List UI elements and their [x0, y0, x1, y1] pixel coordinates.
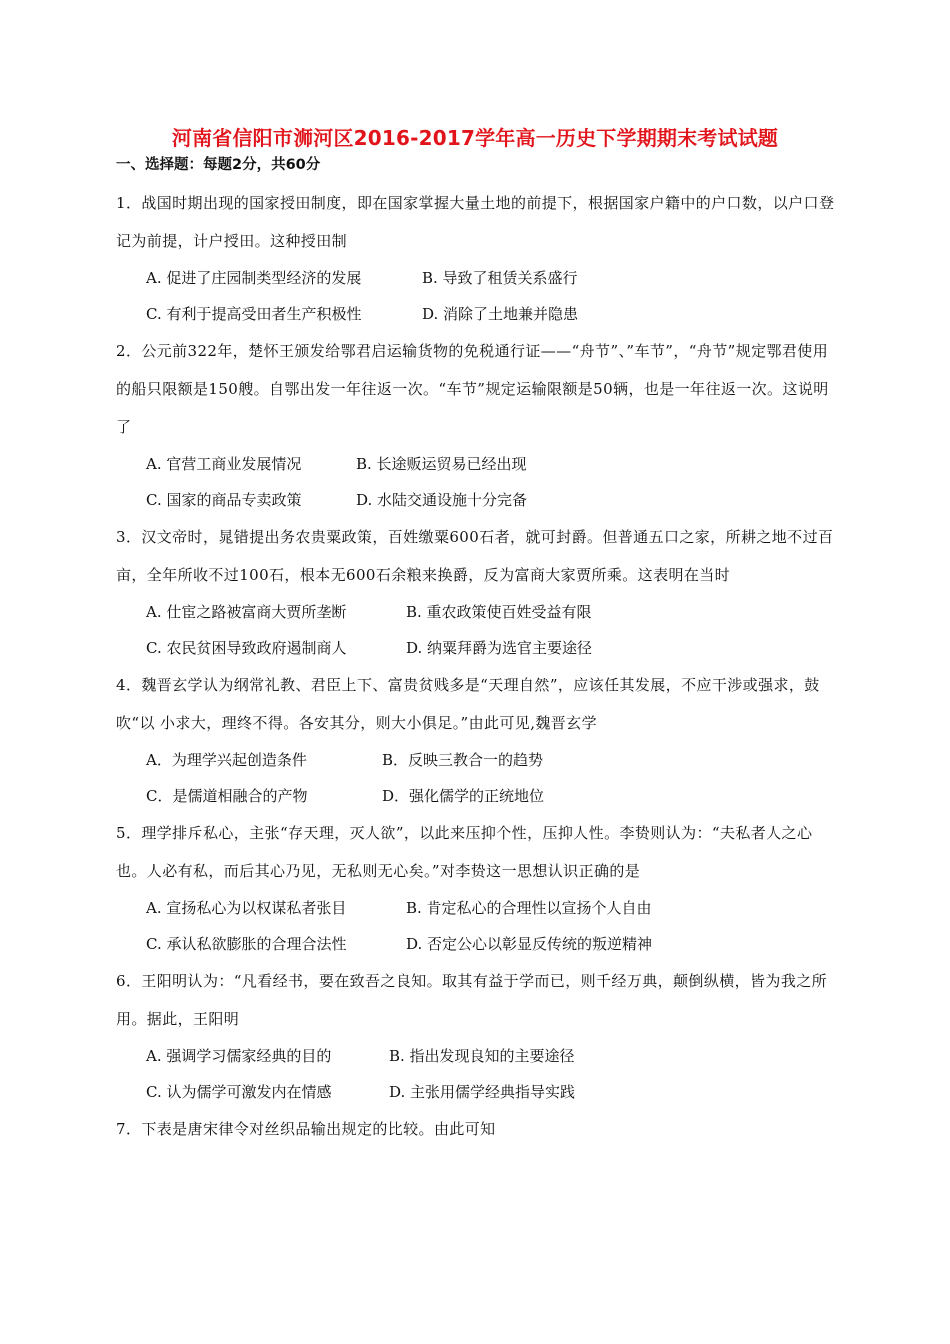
question-list [116, 184, 836, 1148]
option-row [116, 778, 836, 814]
question-stem: 5．理学排斥私心，主张“存天理，灭人欲”，以此来压抑个性，压抑人性。李贽则认为：“夫私者人之心也。人必有私，而后其心乃见，无私则无心矣。”对李贽这一思想认识正确的是 [116, 824, 813, 880]
option-row [116, 296, 836, 332]
exam-title: 河南省信阳市浉河区2016-2017学年高一历史下学期期末考试试题 [171, 126, 779, 150]
option-c: C. 承认私欲膨胀的合理合法性 [146, 935, 347, 953]
option-a: A．为理学兴起创造条件 [146, 751, 307, 769]
option-c: C. 有利于提高受田者生产积极性 [146, 305, 362, 323]
option-c: C. 农民贫困导致政府遏制商人 [146, 639, 347, 657]
option-a: A. 仕宦之路被富商大贾所垄断 [146, 603, 347, 621]
option-d: D. 否定公心以彰显反传统的叛逆精神 [406, 935, 653, 953]
option-b: B. 重农政策使百姓受益有限 [406, 603, 592, 621]
question-1 [116, 184, 836, 332]
option-row [116, 926, 836, 962]
option-a: A. 强调学习儒家经典的目的 [146, 1047, 332, 1065]
option-a: A. 宣扬私心为以权谋私者张目 [146, 899, 347, 917]
option-row [116, 594, 836, 630]
option-b: B. 长途贩运贸易已经出现 [356, 455, 527, 473]
option-d: D. 消除了土地兼并隐患 [422, 305, 579, 323]
question-stem: 4．魏晋玄学认为纲常礼教、君臣上下、富贵贫贱多是“天理自然”，应该任其发展，不应干涉或强求，鼓吹“以 小求大，理终不得。各安其分，则大小俱足。”由此可见,魏晋玄学 [116, 676, 820, 732]
section-header: 一、选择题：每题2分，共60分 [116, 157, 321, 173]
option-d: D．强化儒学的正统地位 [382, 787, 545, 805]
option-c: C．是儒道相融合的产物 [146, 787, 308, 805]
option-d: D. 纳粟拜爵为选官主要途径 [406, 639, 593, 657]
question-stem: 2．公元前322年，楚怀王颁发给鄂君启运输货物的免税通行证——“舟节”、”车节”，“舟节”规定鄂君使用的船只限额是150艘。自鄂出发一年往返一次。“车节”规定运输限额是50辆，也是一年往返一次。这说明了 [116, 342, 829, 436]
option-row [116, 482, 836, 518]
question-3 [116, 518, 836, 666]
question-stem: 6．王阳明认为：“凡看经书，要在致吾之良知。取其有益于学而已，则千经万典，颠倒纵横，皆为我之所用。据此，王阳明 [116, 972, 828, 1028]
option-b: B. 指出发现良知的主要途径 [389, 1047, 575, 1065]
option-row [116, 1074, 836, 1110]
option-a: A. 官营工商业发展情况 [146, 455, 302, 473]
option-c: C. 认为儒学可激发内在情感 [146, 1083, 332, 1101]
option-row [116, 890, 836, 926]
option-b: B．反映三教合一的趋势 [382, 751, 544, 769]
question-2 [116, 332, 836, 518]
option-b: B. 导致了租赁关系盛行 [422, 269, 578, 287]
question-7 [116, 1110, 836, 1148]
question-6 [116, 962, 836, 1110]
option-a: A. 促进了庄园制类型经济的发展 [146, 269, 362, 287]
option-row [116, 742, 836, 778]
option-row [116, 446, 836, 482]
question-5 [116, 814, 836, 962]
option-b: B. 肯定私心的合理性以宣扬个人自由 [406, 899, 652, 917]
question-stem: 1．战国时期出现的国家授田制度，即在国家掌握大量土地的前提下，根据国家户籍中的户口数，以户口登记为前提，计户授田。这种授田制 [116, 194, 835, 250]
option-row [116, 260, 836, 296]
option-row [116, 630, 836, 666]
question-stem: 3．汉文帝时，晁错提出务农贵粟政策，百姓缴粟600石者，就可封爵。但普通五口之家，所耕之地不过百亩，全年所收不过100石，根本无600石余粮来换爵，反为富商大家贾所乘。这表明在当时 [116, 528, 834, 584]
option-row [116, 1038, 836, 1074]
option-d: D. 主张用儒学经典指导实践 [389, 1083, 576, 1101]
option-c: C. 国家的商品专卖政策 [146, 491, 302, 509]
question-stem: 7．下表是唐宋律令对丝织品输出规定的比较。由此可知 [116, 1120, 496, 1138]
question-4 [116, 666, 836, 814]
option-d: D. 水陆交通设施十分完备 [356, 491, 528, 509]
